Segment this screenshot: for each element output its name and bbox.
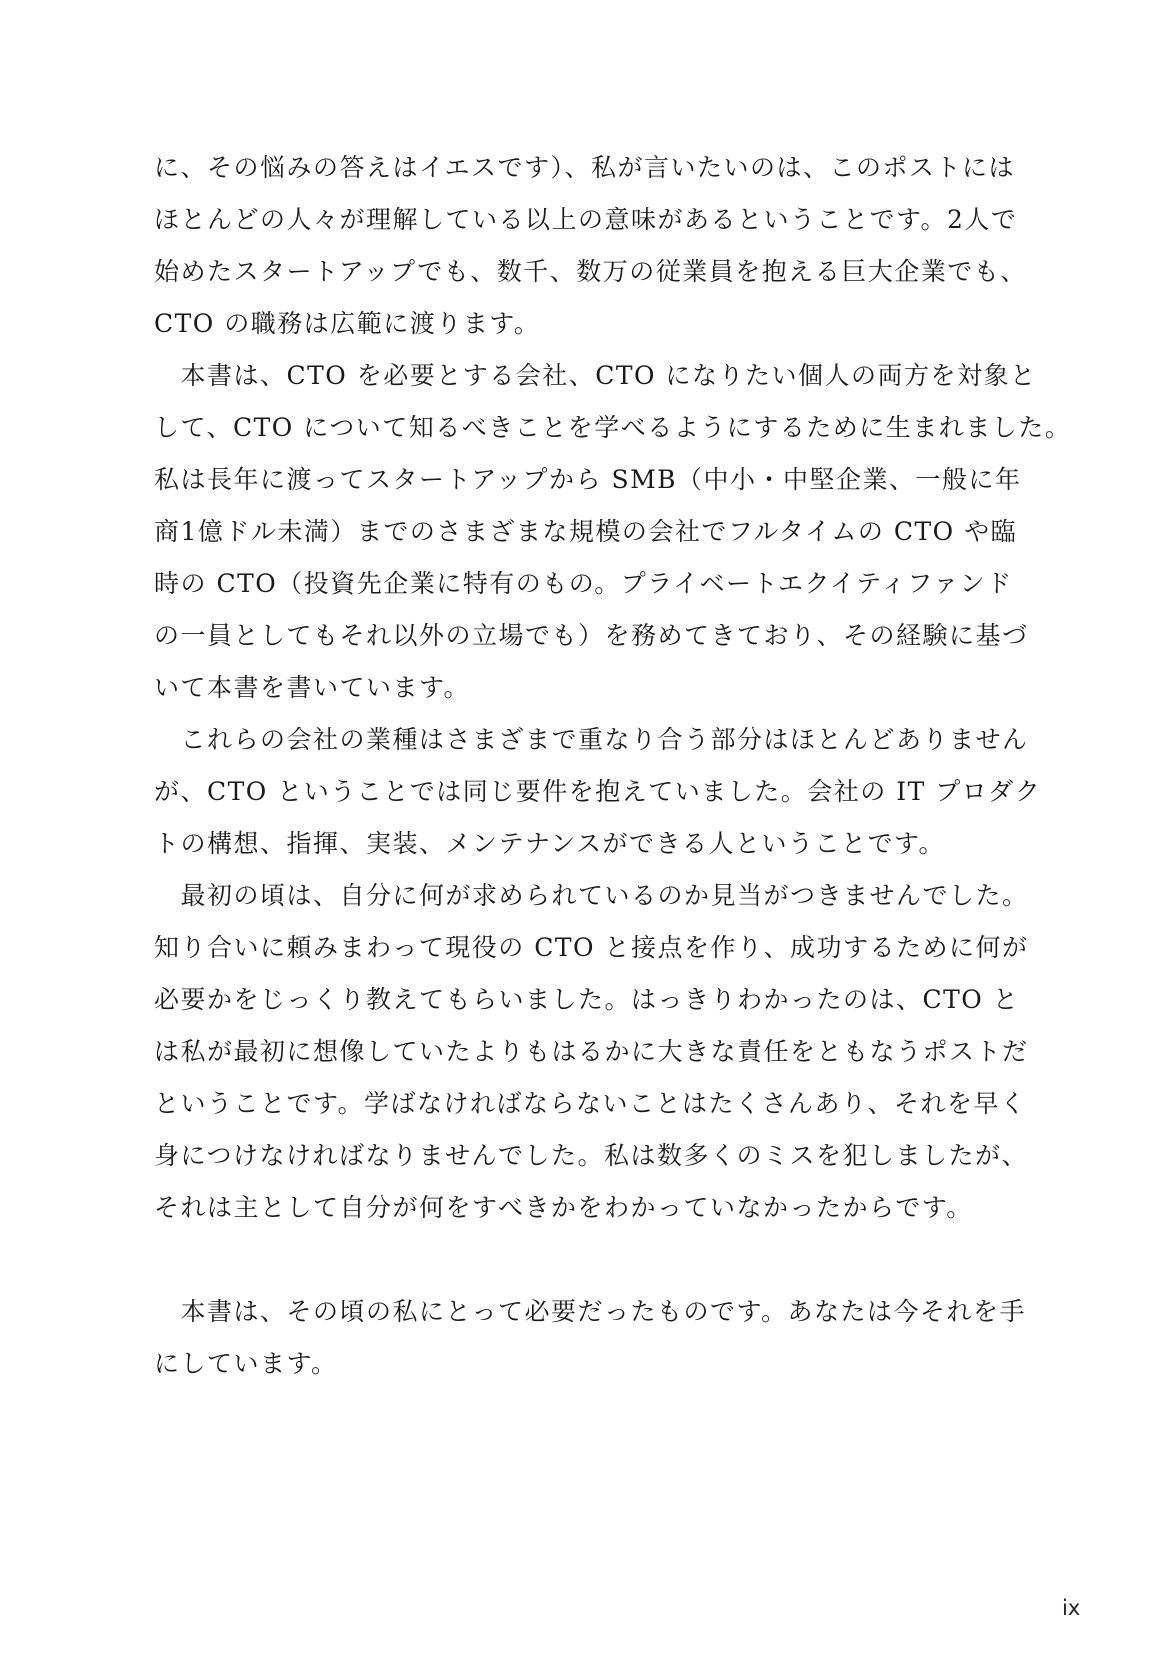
text-line: 知り合いに頼みまわって現役の CTO と接点を作り、成功するために何が — [154, 933, 1029, 962]
text-line: それは主として自分が何をすべきかをわかっていなかったからです。 — [154, 1193, 973, 1222]
text-line: 本書は、その頃の私にとって必要だったものです。あなたは今それを手 — [154, 1297, 1027, 1326]
text-line: は私が最初に想像していたよりもはるかに大きな責任をともなうポストだ — [154, 1037, 1029, 1066]
text-line: トの構想、指揮、実装、メンテナンスができる人ということです。 — [154, 829, 946, 858]
text-line: が、CTO ということでは同じ要件を抱えていました。会社の IT プロダク — [154, 777, 1042, 806]
text-line: にしています。 — [154, 1349, 338, 1378]
text-line: に、その悩みの答えはイエスです）、私が言いたいのは、このポストには — [154, 153, 1016, 182]
text-line: 本書は、CTO を必要とする会社、CTO になりたい個人の両方を対象と — [154, 361, 1037, 390]
text-line: ほとんどの人々が理解している以上の意味があるということです。2人で — [154, 205, 1018, 234]
body-text — [154, 142, 1072, 1390]
text-line: CTO の職務は広範に渡ります。 — [154, 309, 541, 338]
text-line: 始めたスタートアップでも、数千、数万の従業員を抱える巨大企業でも、 — [154, 257, 1027, 286]
page-number: ix — [1062, 1596, 1081, 1620]
text-line: して、CTO について知るべきことを学べるようにするために生まれました。 — [154, 413, 1072, 442]
text-line: 必要かをじっくり教えてもらいました。はっきりわかったのは、CTO と — [154, 985, 1020, 1014]
text-line: いて本書を書いています。 — [154, 673, 471, 702]
text-line: 最初の頃は、自分に何が求められているのか見当がつきませんでした。 — [154, 881, 1029, 910]
paragraph-gap — [154, 1234, 1034, 1286]
text-line: 私は長年に渡ってスタートアップから SMB（中小・中堅企業、一般に年 — [154, 465, 1022, 494]
text-line: の一員としてもそれ以外の立場でも）を務めてきており、その経験に基づ — [154, 621, 1029, 650]
text-line: 身につけなければなりませんでした。私は数多くのミスを犯しましたが、 — [154, 1141, 1029, 1170]
text-line: ということです。学ばなければならないことはたくさんあり、それを早く — [154, 1089, 1027, 1118]
text-line: これらの会社の業種はさまざまで重なり合う部分はほとんどありません — [154, 725, 1029, 754]
text-line: 商1億ドル未満）までのさまざまな規模の会社でフルタイムの CTO や臨 — [154, 517, 1018, 546]
text-line: 時の CTO（投資先企業に特有のもの。プライベートエクイティファンド — [154, 569, 1013, 598]
